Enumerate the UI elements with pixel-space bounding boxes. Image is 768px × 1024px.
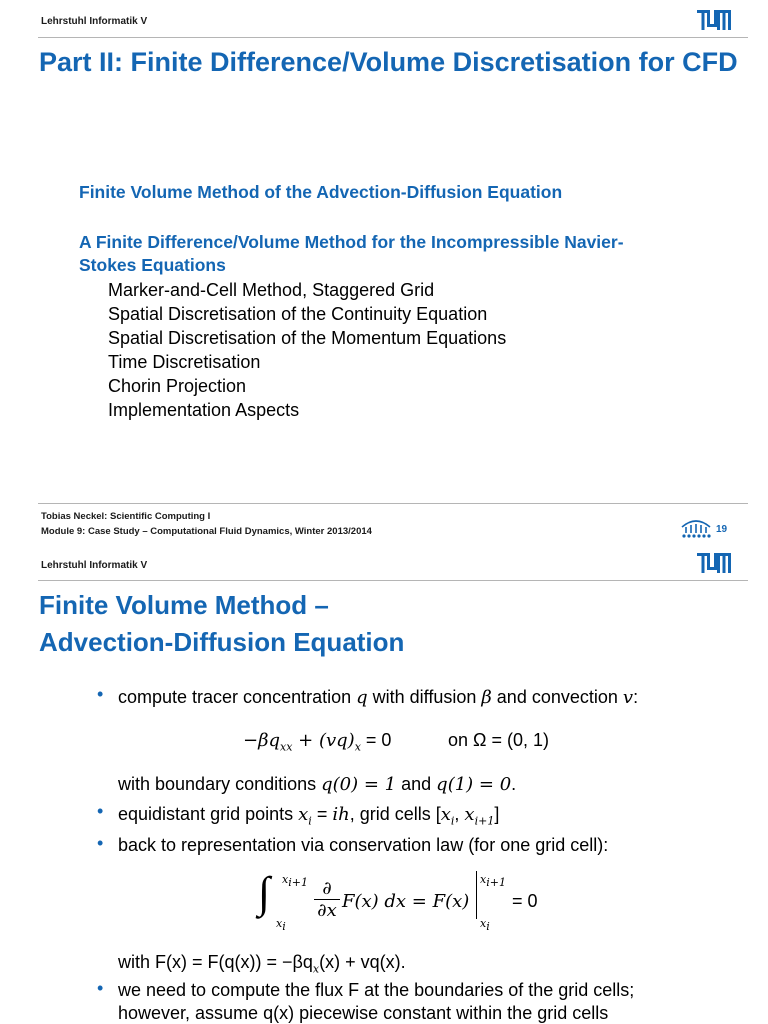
slide-title xyxy=(39,587,739,661)
integral-rhs: = 0 xyxy=(512,891,538,911)
footer-rule xyxy=(38,503,748,504)
eval-lower: $x_i$ xyxy=(480,917,490,934)
section-navier-stokes: A Finite Difference/Volume Method for the Incompressible Navier-Stokes Equations xyxy=(79,232,624,275)
list-item: Spatial Discretisation of the Momentum Equations xyxy=(108,328,507,348)
footer-author: Tobias Neckel: Scientific Computing I xyxy=(41,511,211,522)
bullet-icon: • xyxy=(97,684,104,704)
integral-upper: $x_{i+1}$ xyxy=(282,873,308,890)
bullet-icon: • xyxy=(97,833,104,853)
eval-upper: $x_{i+1}$ xyxy=(480,873,506,890)
integral-sign: ∫ xyxy=(258,868,271,917)
integral-equation xyxy=(258,869,558,939)
evaluation-bar xyxy=(476,871,477,919)
list-item: Implementation Aspects xyxy=(108,400,300,420)
pde-equation: $-\beta q_{xx} + (vq)_x = 0$ xyxy=(243,730,392,754)
tum-logo-icon xyxy=(697,10,731,30)
institute-label: Lehrstuhl Informatik V xyxy=(41,560,148,571)
tower-logo-icon xyxy=(680,513,712,539)
slide-title: Part II: Finite Difference/Volume Discretisation for CFD xyxy=(39,47,738,77)
section-finite-volume: Finite Volume Method of the Advection-Diffusion Equation xyxy=(79,182,563,202)
institute-label: Lehrstuhl Informatik V xyxy=(41,16,148,27)
list-item: Chorin Projection xyxy=(108,376,247,396)
integral-lower: $x_i$ xyxy=(276,917,286,934)
bullet-tracer: compute tracer concentration q with diffusion β and convection v: xyxy=(118,687,639,708)
header-rule xyxy=(38,37,748,38)
slide-20 xyxy=(0,549,768,1024)
flux-definition: with $F(x) = F(q(x)) = -\beta q_x(x) + vq(x)$. xyxy=(118,952,406,976)
slide-title-line2: Advection-Diffusion Equation xyxy=(39,627,405,657)
footer-module: Module 9: Case Study – Computational Fluid Dynamics, Winter 2013/2014 xyxy=(41,526,372,537)
subsection-list xyxy=(108,278,506,422)
pde-domain: on Ω = (0, 1) xyxy=(448,730,550,750)
header-rule xyxy=(38,580,748,581)
partial-fraction: ∂ ∂x xyxy=(314,879,340,922)
bullet-flux-line2: however, assume q(x) piecewise constant within the grid cells xyxy=(118,1003,609,1023)
page-number: 19 xyxy=(716,524,728,535)
bullet-conservation-law: back to representation via conservation law (for one grid cell): xyxy=(118,835,609,855)
bullet-icon: • xyxy=(97,978,104,998)
bullet-icon: • xyxy=(97,801,104,821)
list-item: Marker-and-Cell Method, Staggered Grid xyxy=(108,280,435,300)
list-item: Time Discretisation xyxy=(108,352,261,372)
bullet-flux-line1: we need to compute the flux F at the boundaries of the grid cells; xyxy=(118,980,635,1000)
boundary-conditions: with boundary conditions q(0) = 1 and q(1) = 0. xyxy=(118,774,517,795)
bullet-grid-points: equidistant grid points $x_i$ = ih, grid cells [$x_i$, $x_{i+1}$] xyxy=(118,804,500,828)
slide-title-line1: Finite Volume Method – xyxy=(39,590,329,620)
list-item: Spatial Discretisation of the Continuity Equation xyxy=(108,304,488,324)
tum-logo-icon xyxy=(697,553,731,573)
integral-expression: F(x) dx = F(x) xyxy=(342,891,470,912)
